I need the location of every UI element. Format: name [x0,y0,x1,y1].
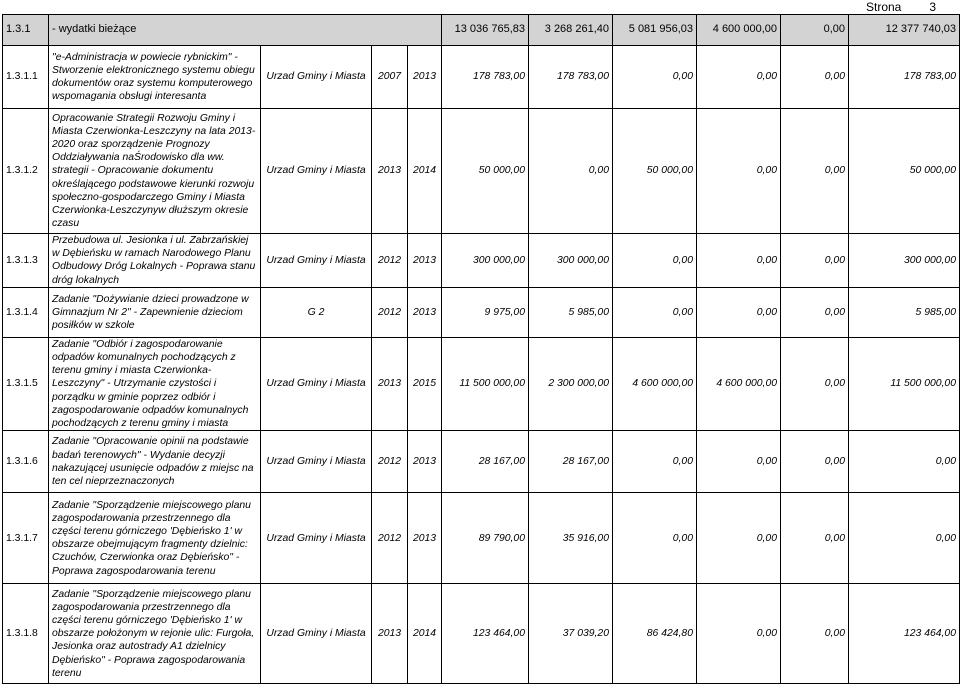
row-description: Zadanie "Odbiór i zagospodarowanie odpadów komunalnych pochodzących z terenu gminy i miasta Czerwionka-Leszczyny" - Utrzymanie czystości i porządku w gminie poprzez odbiór i zagospodarowanie odpadów komunalnych pochodzących z terenu gminy i miasta [49,337,261,430]
row-value: 300 000,00 [529,234,613,288]
row-value: 9 975,00 [442,287,529,337]
row-value: 0,00 [781,337,849,430]
row-code: 1.3.1.6 [3,431,49,493]
row-value: 50 000,00 [442,109,529,234]
row-description: Przebudowa ul. Jesionka i ul. Zabrzańskiej w Dębieńsku w ramach Narodowego Planu Odbudowy Dróg Lokalnych - Poprawa stanu dróg lokalnych [49,234,261,288]
row-value: 123 464,00 [849,584,960,684]
summary-value: 0,00 [781,15,849,46]
row-from-year: 2012 [372,493,408,584]
row-value: 2 300 000,00 [529,337,613,430]
row-value: 28 167,00 [442,431,529,493]
row-value: 4 600 000,00 [697,337,781,430]
row-to-year: 2013 [408,493,442,584]
row-value: 123 464,00 [442,584,529,684]
table-row [3,287,960,337]
row-value: 0,00 [697,109,781,234]
summary-value: 13 036 765,83 [442,15,529,46]
row-value: 89 790,00 [442,493,529,584]
row-value: 0,00 [613,493,697,584]
row-value: 0,00 [697,46,781,109]
row-value: 0,00 [781,234,849,288]
row-to-year: 2013 [408,287,442,337]
summary-value: 12 377 740,03 [849,15,960,46]
table-row [3,584,960,684]
row-description: Zadanie "Sporządzenie miejscowego planu zagospodarowania przestrzennego dla części terenu górniczego 'Dębieńsko 1' w obszarze położonym w rejonie ulic: Furgoła, Jesionka oraz autostrady A1 dzielnicy Dębieńsko" - Poprawa zagospodarowania terenu [49,584,261,684]
row-from-year: 2012 [372,431,408,493]
summary-value: 4 600 000,00 [697,15,781,46]
row-value: 50 000,00 [849,109,960,234]
row-from-year: 2013 [372,337,408,430]
table-row [3,337,960,430]
row-value: 178 783,00 [529,46,613,109]
row-value: 0,00 [613,46,697,109]
row-value: 4 600 000,00 [613,337,697,430]
row-code: 1.3.1.2 [3,109,49,234]
row-code: 1.3.1.8 [3,584,49,684]
expenditure-table [2,14,960,684]
row-unit: G 2 [261,287,372,337]
row-to-year: 2013 [408,234,442,288]
row-value: 0,00 [781,46,849,109]
row-value: 5 985,00 [849,287,960,337]
row-value: 0,00 [613,431,697,493]
row-unit: Urzad Gminy i Miasta [261,46,372,109]
row-description: Opracowanie Strategii Rozwoju Gminy i Miasta Czerwionka-Leszczyny na lata 2013-2020 oraz sporządzenie Prognozy Oddziaływania naŚrodowisko dla ww. strategii - Opracowanie dokumentu określającego podstawowe kierunki rozwoju społeczno-gospodarczego Gminy i Miasta Czerwionka-Leszczynyw dłuższym okresie czasu [49,109,261,234]
row-value: 0,00 [781,493,849,584]
table-row [3,109,960,234]
row-value: 0,00 [697,287,781,337]
page-label-text: Strona [866,0,902,14]
summary-name: - wydatki bieżące [49,15,442,46]
row-value: 5 985,00 [529,287,613,337]
summary-row [3,15,960,46]
row-description: Zadanie "Sporządzenie miejscowego planu zagospodarowania przestrzennego dla części terenu górniczego 'Dębieńsko 1' w obszarze obejmującym fragmenty dzielnic: Czuchów, Czerwionka oraz Dębieńsko" - Poprawa zagospodarowania terenu [49,493,261,584]
row-unit: Urzad Gminy i Miasta [261,109,372,234]
row-value: 178 783,00 [442,46,529,109]
row-value: 178 783,00 [849,46,960,109]
row-unit: Urzad Gminy i Miasta [261,431,372,493]
row-value: 0,00 [849,431,960,493]
row-unit: Urzad Gminy i Miasta [261,493,372,584]
row-value: 0,00 [781,431,849,493]
row-code: 1.3.1.7 [3,493,49,584]
row-description: "e-Administracja w powiecie rybnickim" - Stworzenie elektronicznego systemu obiegu dokumentów oraz systemu komputerowego wspomagania obsługi interesanta [49,46,261,109]
row-value: 11 500 000,00 [442,337,529,430]
page-number: 3 [929,0,937,14]
row-value: 0,00 [781,109,849,234]
table-row [3,234,960,288]
summary-code: 1.3.1 [3,15,49,46]
row-to-year: 2015 [408,337,442,430]
row-value: 0,00 [697,493,781,584]
row-value: 11 500 000,00 [849,337,960,430]
row-code: 1.3.1.1 [3,46,49,109]
row-value: 300 000,00 [442,234,529,288]
row-value: 0,00 [697,234,781,288]
row-value: 37 039,20 [529,584,613,684]
row-value: 300 000,00 [849,234,960,288]
row-from-year: 2007 [372,46,408,109]
row-value: 0,00 [781,584,849,684]
summary-value: 3 268 261,40 [529,15,613,46]
row-from-year: 2013 [372,109,408,234]
row-code: 1.3.1.3 [3,234,49,288]
row-from-year: 2012 [372,287,408,337]
table-row [3,493,960,584]
row-to-year: 2014 [408,584,442,684]
row-from-year: 2012 [372,234,408,288]
row-code: 1.3.1.4 [3,287,49,337]
row-to-year: 2013 [408,46,442,109]
row-to-year: 2013 [408,431,442,493]
row-unit: Urzad Gminy i Miasta [261,234,372,288]
row-value: 0,00 [849,493,960,584]
row-description: Zadanie "Dożywianie dzieci prowadzone w Gimnazjum Nr 2" - Zapewnienie dzieciom posiłków w szkole [49,287,261,337]
row-unit: Urzad Gminy i Miasta [261,584,372,684]
row-value: 50 000,00 [613,109,697,234]
row-value: 0,00 [613,234,697,288]
row-value: 0,00 [529,109,613,234]
row-to-year: 2014 [408,109,442,234]
row-value: 0,00 [697,431,781,493]
table-row [3,46,960,109]
row-value: 35 916,00 [529,493,613,584]
row-unit: Urzad Gminy i Miasta [261,337,372,430]
summary-value: 5 081 956,03 [613,15,697,46]
row-value: 86 424,80 [613,584,697,684]
row-description: Zadanie "Opracowanie opinii na podstawie badań terenowych" - Wydanie decyzji nakazującej usunięcie odpadów z miejsc na ten cel nieprzeznaczonych [49,431,261,493]
row-value: 0,00 [781,287,849,337]
table-row [3,431,960,493]
page-number-label [866,0,936,14]
row-code: 1.3.1.5 [3,337,49,430]
row-value: 0,00 [613,287,697,337]
row-value: 0,00 [697,584,781,684]
row-value: 28 167,00 [529,431,613,493]
row-from-year: 2013 [372,584,408,684]
